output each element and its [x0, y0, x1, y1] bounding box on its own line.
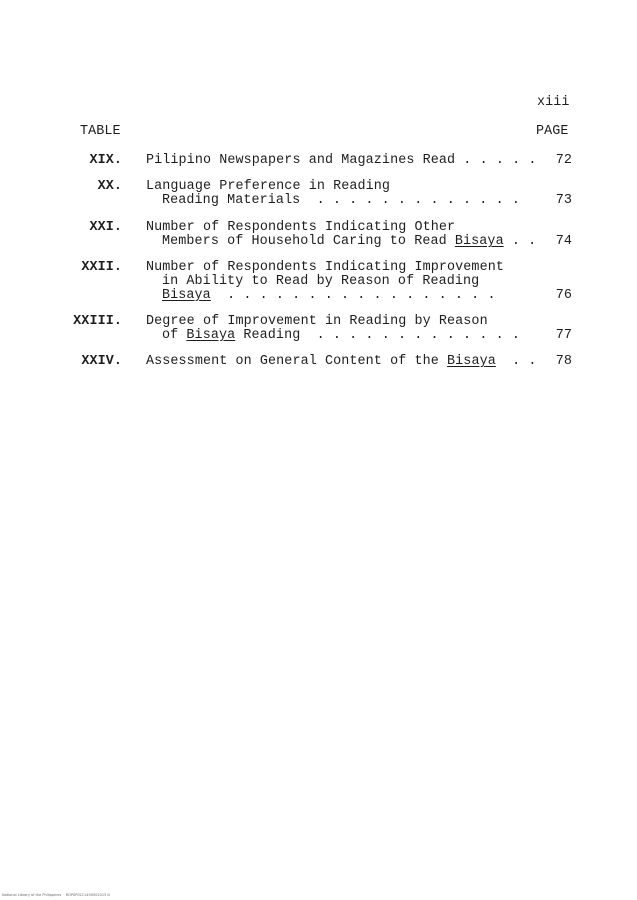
entry-title-xxiii-line1: Degree of Improvement in Reading by Reason: [146, 314, 488, 329]
entry-title-xxii-line3: Bisaya . . . . . . . . . . . . . . . . .: [162, 288, 496, 303]
entry-title-xxi-line2: Members of Household Caring to Read Bisaya . .: [162, 234, 537, 249]
entry-page-xxiv: 78: [555, 354, 572, 369]
entry-page-xxi: 74: [555, 234, 572, 249]
scan-footer-text: National Library of the Philippines ROP0P0211490502013 iii: [2, 893, 111, 897]
entry-title-xix: Pilipino Newspapers and Magazines Read . . . . .: [146, 153, 537, 168]
entry-numeral-xix: XIX.: [89, 153, 122, 168]
entry-page-xix: 72: [555, 153, 572, 168]
entry-title-xxi-line1: Number of Respondents Indicating Other: [146, 220, 456, 235]
table-column-header: TABLE: [80, 124, 121, 139]
entry-title-xxii-line2: in Ability to Read by Reason of Reading: [162, 274, 480, 289]
roman-page-number: xiii: [537, 95, 570, 110]
entry-page-xxii: 76: [555, 288, 572, 303]
entry-numeral-xxii: XXII.: [81, 260, 122, 275]
entry-numeral-xx: XX.: [97, 179, 122, 194]
entry-title-xx-line1: Language Preference in Reading: [146, 179, 391, 194]
entry-title-xxii-line1: Number of Respondents Indicating Improvement: [146, 260, 504, 275]
entry-page-xx: 73: [555, 193, 572, 208]
entry-title-xx-line2: Reading Materials . . . . . . . . . . . . .: [162, 193, 520, 208]
entry-numeral-xxiii: XXIII.: [73, 314, 122, 329]
entry-numeral-xxiv: XXIV.: [81, 354, 122, 369]
entry-numeral-xxi: XXI.: [89, 220, 122, 235]
entry-title-xxiii-line2: of Bisaya Reading . . . . . . . . . . . . .: [162, 328, 520, 343]
entry-page-xxiii: 77: [555, 328, 572, 343]
page-column-header: PAGE: [536, 124, 569, 139]
entry-title-xxiv: Assessment on General Content of the Bisaya . .: [146, 354, 537, 369]
